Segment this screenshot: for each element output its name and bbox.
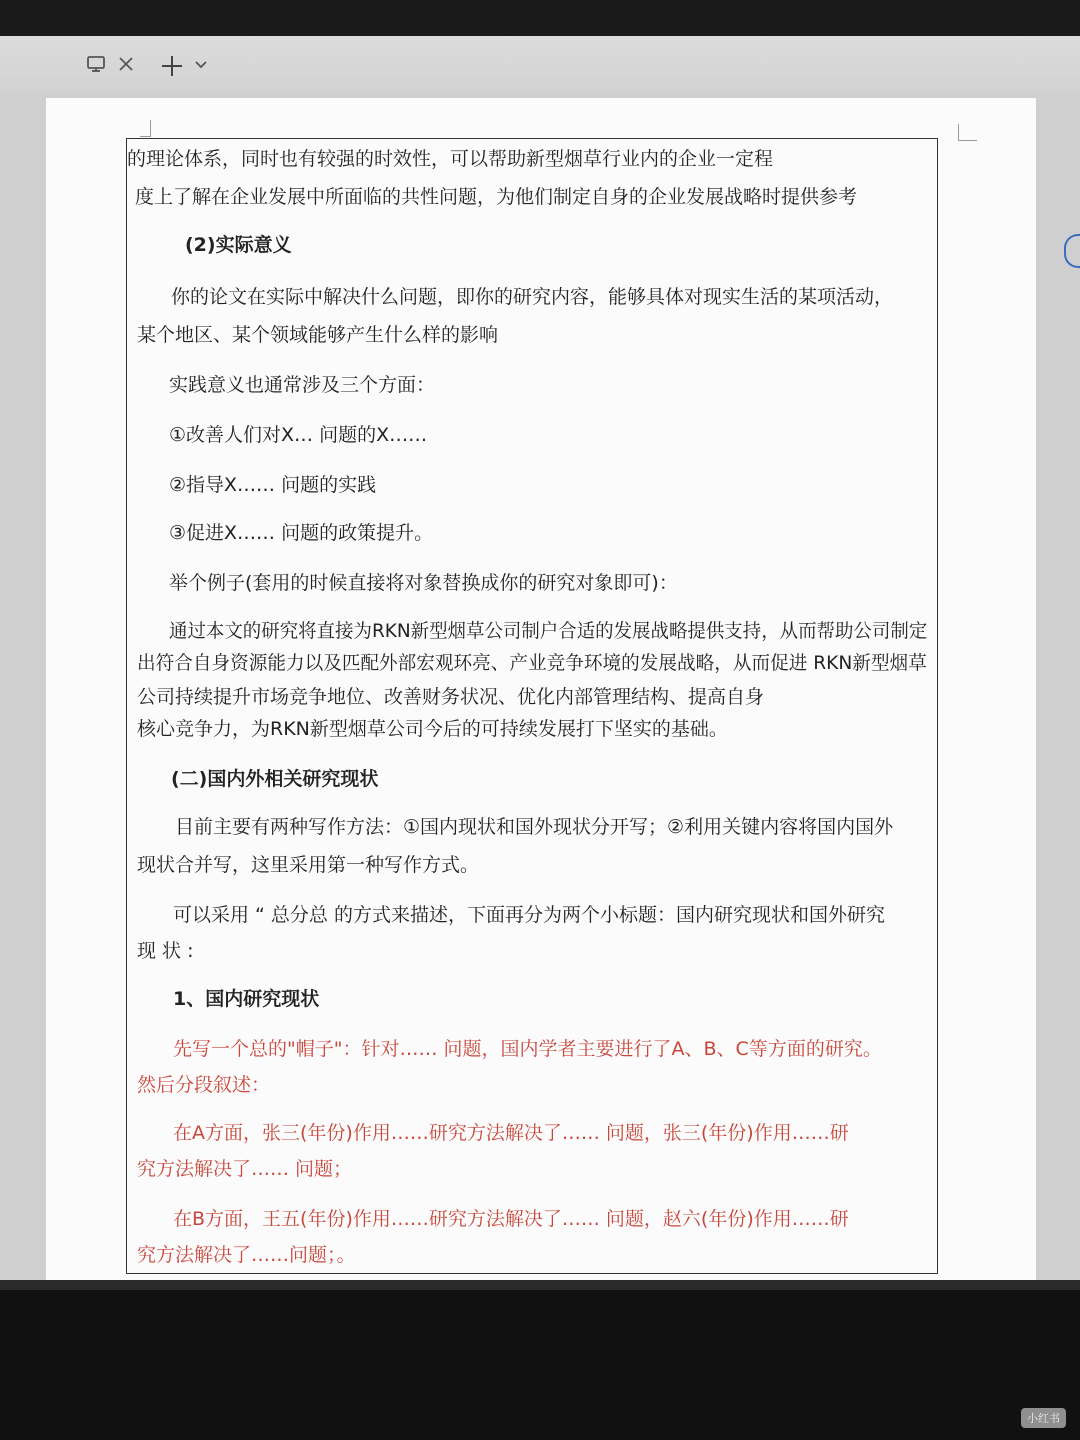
- list-item: ③促进X…… 问题的政策提升。: [169, 522, 434, 544]
- body-text-line: 现 状 :: [137, 940, 194, 962]
- body-text-line: 度上了解在企业发展中所面临的共性问题，为他们制定自身的企业发展战略时提供参考: [135, 186, 858, 208]
- section-heading: (2)实际意义: [185, 234, 292, 256]
- body-text-line: 目前主要有两种写作方法：①国内现状和国外现状分开写；②利用关键内容将国内国外: [175, 816, 894, 838]
- crop-mark-top-left: [140, 120, 151, 137]
- watermark-badge: 小红书: [1021, 1408, 1066, 1428]
- monitor-icon[interactable]: [86, 54, 106, 79]
- highlighted-text-line: 然后分段叙述：: [137, 1074, 271, 1096]
- screen-bottom-bezel: [0, 1280, 1080, 1440]
- body-text-line: 你的论文在实际中解决什么问题，即你的研究内容，能够具体对现实生活的某项活动，: [171, 286, 894, 308]
- document-text-frame[interactable]: [126, 138, 938, 1274]
- body-text-line: 核心竞争力，为RKN新型烟草公司今后的可持续发展打下坚实的基础。: [137, 718, 728, 740]
- highlighted-text-line: 先写一个总的"帽子"：针对…… 问题，国内学者主要进行了A、B、C等方面的研究。: [173, 1038, 882, 1060]
- highlighted-text-line: 究方法解决了……问题；。: [137, 1244, 356, 1266]
- body-text-line: 可以采用 “ 总分总 的方式来描述，下面再分为两个小标题：国内研究现状和国外研究: [173, 904, 885, 926]
- list-item: ②指导X…… 问题的实践: [169, 474, 377, 496]
- chevron-down-icon[interactable]: [194, 54, 208, 79]
- screen-bottom-edge: [0, 1280, 1080, 1290]
- highlighted-text-line: 究方法解决了…… 问题；: [137, 1158, 353, 1180]
- plus-icon[interactable]: [160, 54, 184, 83]
- body-text-line: 实践意义也通常涉及三个方面：: [169, 374, 436, 396]
- body-text-line: 通过本文的研究将直接为RKN新型烟草公司制户合适的发展战略提供支持，从而帮助公司制定: [169, 620, 928, 642]
- body-text-line: 公司持续提升市场竞争地位、改善财务状况、优化内部管理结构、提高自身: [137, 686, 765, 708]
- subsection-heading: 1、国内研究现状: [173, 988, 320, 1010]
- body-text-line: 的理论体系，同时也有较强的时效性，可以帮助新型烟草行业内的企业一定程: [127, 148, 774, 170]
- body-text-line: 出符合自身资源能力以及匹配外部宏观环亮、产业竞争环境的发展战略，从而促进 RKN新型烟草: [137, 652, 927, 674]
- close-icon[interactable]: [116, 54, 136, 79]
- body-text-line: 某个地区、某个领域能够产生什么样的影响: [137, 324, 499, 346]
- section-heading: (二)国内外相关研究现状: [171, 768, 379, 790]
- body-text-line: 举个例子(套用的时候直接将对象替换成你的研究对象即可)：: [169, 572, 678, 594]
- highlighted-text-line: 在B方面，王五(年份)作用……研究方法解决了…… 问题，赵六(年份)作用……研: [173, 1208, 849, 1230]
- highlighted-text-line: 在A方面，张三(年份)作用……研究方法解决了…… 问题，张三(年份)作用……研: [173, 1122, 849, 1144]
- side-panel-handle[interactable]: [1064, 234, 1080, 268]
- body-text-line: 现状合并写，这里采用第一种写作方式。: [137, 854, 480, 876]
- screen-top-bezel: [0, 0, 1080, 36]
- crop-mark-top-right: [958, 124, 977, 141]
- list-item: ①改善人们对X… 问题的X……: [169, 424, 428, 446]
